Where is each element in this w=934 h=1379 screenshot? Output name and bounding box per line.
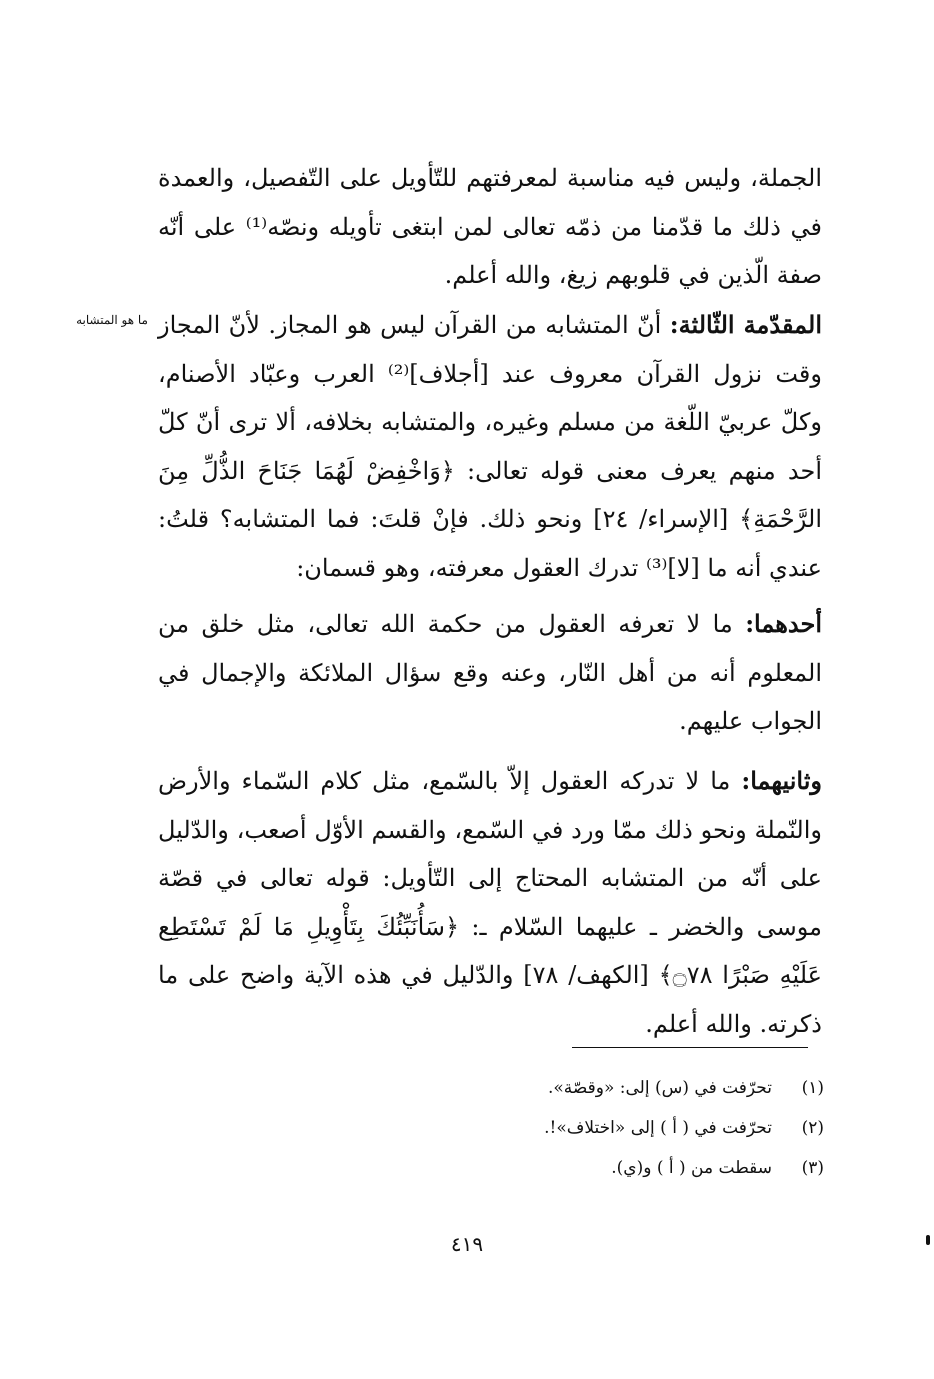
footnotes [400,1068,824,1188]
paragraph-first-type-text [158,600,822,746]
paragraph-second-type-text [158,757,822,1048]
footnote-number: (١) [801,1078,824,1098]
footnote-item [400,1148,824,1188]
paragraph-third-premise-body: أنّ المتشابه من القرآن ليس هو المجاز. لأنّ المجاز وقت نزول القرآن معروف عند [أجلاف]⁽²⁾ العرب وعبّاد الأصنام، وكلّ عربيّ اللّغة من مسلم وغيره، والمتشابه بخلافه، ألا ترى أنّ كلّ أحد منهم يعرف معنى قوله تعالى: ﴿وَاخْفِضْ لَهُمَا جَنَاحَ الذُّلِّ مِنَ الرَّحْمَةِ﴾ [الإسراء/ ٢٤] ونحو ذلك. فإنْ قلتَ: فما المتشابه؟ قلتُ: عندي أنه ما [لا]⁽³⁾ تدرك العقول معرفته، وهو قسمان: [158,311,822,582]
paragraph-second-type [158,757,822,1048]
paragraph-third-premise-heading: المقدّمة الثّالثة: [669,310,822,339]
footnote-item [400,1108,824,1148]
footnote-number: (٢) [801,1118,824,1138]
paragraph-second-type-heading: وثانيهما: [741,766,822,795]
paragraph-first-type-body: ما لا تعرفه العقول من حكمة الله تعالى، مثل خلق من المعلوم أنه من أهل النّار، وعنه وقع سؤال الملائكة والإجمال في الجواب عليهم. [158,610,822,735]
footnote-number: (٣) [801,1158,824,1178]
paragraph-third-premise-text [158,301,822,592]
scan-edge-mark [926,1235,930,1245]
footnote-item [400,1068,824,1108]
margin-note: ما هو المتشابه [76,313,148,327]
footnote-separator [572,1047,808,1048]
paragraph-intro [158,154,822,300]
footnote-text: تحرّفت في (س) إلى: «وقصّة». [547,1078,772,1098]
paragraph-first-type-heading: أحدهما: [745,609,822,638]
footnote-text: تحرّفت في ( أ ) إلى «اختلاف»!. [544,1118,772,1138]
paragraph-intro-text: الجملة، وليس فيه مناسبة لمعرفتهم للتّأويل على التّفصيل، والعمدة في ذلك ما قدّمنا من ذمّه تعالى لمن ابتغى تأويله ونصّه⁽¹⁾ على أنّه صفة الّذين في قلوبهم زيغ، والله أعلم. [158,164,823,289]
paragraph-second-type-body: ما لا تدركه العقول إلاّ بالسّمع، مثل كلام السّماء والأرض والنّملة ونحو ذلك ممّا ورد في السّمع، والقسم الأوّل أصعب، والدّليل على أنّه من المتشابه المحتاج إلى التّأويل: قوله تعالى في قصّة موسى والخضر ـ عليهما السّلام ـ: ﴿سَأُنَبِّئُكَ بِتَأْوِيلِ مَا لَمْ تَسْتَطِع عَلَيْهِ صَبْرًا ۝٧٨﴾ [الكهف/ ٧٨] والدّليل في هذه الآية واضح على ما ذكرته. والله أعلم. [158,767,822,1038]
footnote-text: سقطت من ( أ ) و(ي). [611,1158,772,1178]
paragraph-third-premise [158,301,822,592]
page-number: ٤١٩ [450,1232,484,1256]
paragraph-first-type [158,600,822,746]
